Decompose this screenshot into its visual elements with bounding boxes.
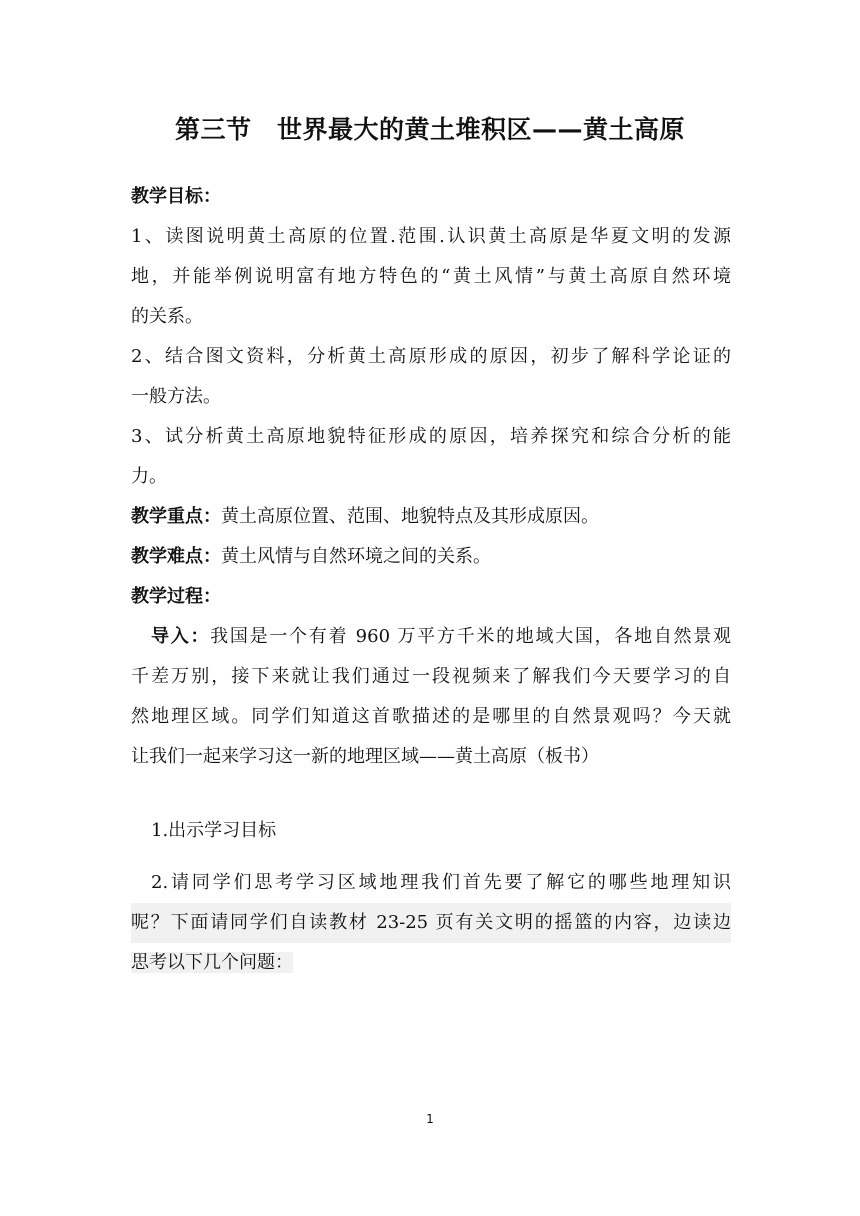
step-1: 1.出示学习目标 <box>151 820 277 841</box>
page-title: 第三节 世界最大的黄土堆积区——黄土高原 <box>174 115 685 144</box>
step-2-line-3 <box>131 943 731 983</box>
intro-label: 导入： <box>151 626 211 647</box>
page-number: 1 <box>426 1112 434 1126</box>
objective-2-line-1: 2、结合图文资料，分析黄土高原形成的原因，初步了解科学论证的 <box>131 346 731 367</box>
difficult-point-text: 黄土风情与自然环境之间的关系。 <box>221 546 491 567</box>
objective-3-line-2: 力。 <box>131 466 167 487</box>
intro-text-1: 我国是一个有着 960 万平方千米的地域大国，各地自然景观 <box>210 626 731 647</box>
spacer <box>131 777 731 811</box>
document-body <box>131 177 731 983</box>
process-heading: 教学过程： <box>131 586 221 607</box>
objective-2-line-2: 一般方法。 <box>131 386 221 407</box>
step-2-line-3-text: 思考以下几个问题： <box>131 952 293 973</box>
objective-1-line-2: 地，并能举例说明富有地方特色的“黄土风情”与黄土高原自然环境 <box>131 266 731 287</box>
step-2-line-2: 呢？下面请同学们自读教材 23-25 页有关文明的摇篮的内容，边读边 <box>131 903 731 943</box>
intro-line-4: 让我们一起来学习这一新的地理区域——黄土高原（板书） <box>131 746 599 767</box>
objective-1-line-3: 的关系。 <box>131 306 203 327</box>
intro-line-1 <box>131 617 731 657</box>
key-point-text: 黄土高原位置、范围、地貌特点及其形成原因。 <box>221 506 599 527</box>
difficult-point-label: 教学难点： <box>131 546 221 567</box>
step-2-line-1: 2.请同学们思考学习区域地理我们首先要了解它的哪些地理知识 <box>151 872 731 893</box>
objective-3-line-1: 3、试分析黄土高原地貌特征形成的原因，培养探究和综合分析的能 <box>131 426 731 447</box>
spacer <box>131 851 731 863</box>
key-point <box>131 497 731 537</box>
objectives-heading: 教学目标： <box>131 186 221 207</box>
objective-1-line-1: 1、读图说明黄土高原的位置.范围.认识黄土高原是华夏文明的发源 <box>131 226 731 247</box>
difficult-point <box>131 537 731 577</box>
intro-line-3: 然地理区域。同学们知道这首歌描述的是哪里的自然景观吗？今天就 <box>131 706 731 727</box>
key-point-label: 教学重点： <box>131 506 221 527</box>
intro-line-2: 千差万别，接下来就让我们通过一段视频来了解我们今天要学习的自 <box>131 666 731 687</box>
